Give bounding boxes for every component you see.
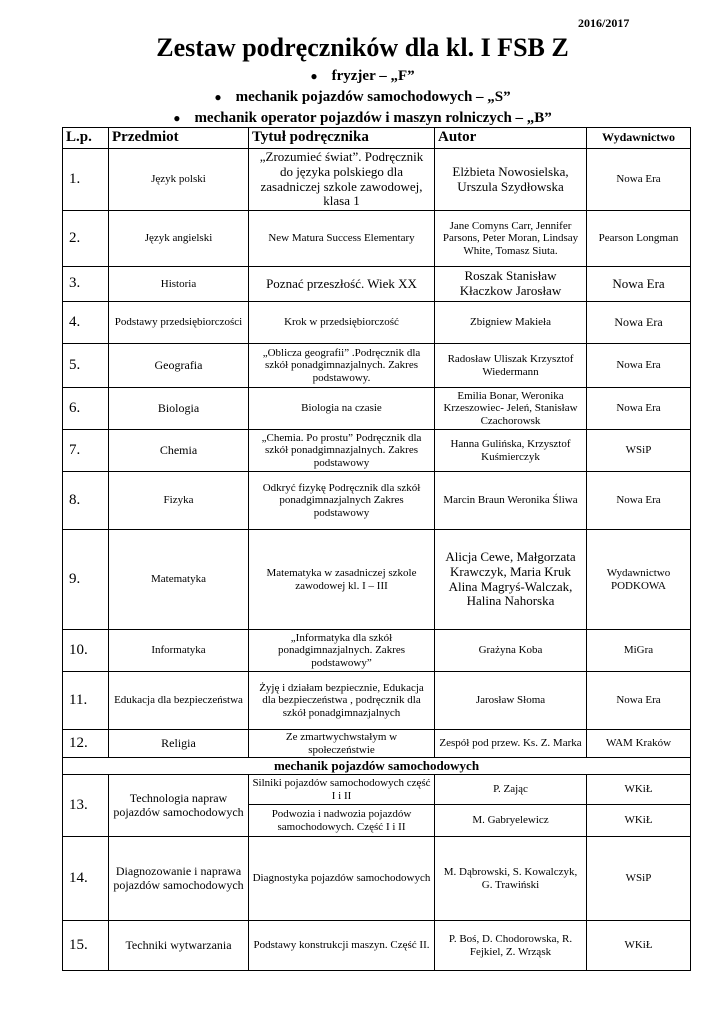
table-row [63, 630, 691, 672]
bullet-icon: ● [214, 90, 222, 104]
table-row [63, 672, 691, 730]
cell-publisher: WSiP [587, 837, 691, 921]
col-header-author: Autor [435, 128, 587, 149]
cell-lp: 4. [63, 302, 109, 344]
cell-author: Roszak Stanisław Kłaczkow Jarosław [435, 267, 587, 302]
table-row [63, 472, 691, 530]
cell-title: Silniki pojazdów samochodowych część I i II [249, 775, 435, 805]
cell-lp: 6. [63, 388, 109, 430]
cell-lp: 13. [63, 775, 109, 837]
cell-publisher: WKiŁ [587, 775, 691, 805]
cell-author: P. Zając [435, 775, 587, 805]
cell-publisher: Nowa Era [587, 388, 691, 430]
cell-title: Podstawy konstrukcji maszyn. Część II. [249, 921, 435, 971]
cell-subject: Edukacja dla bezpieczeństwa [109, 672, 249, 730]
cell-lp: 14. [63, 837, 109, 921]
section-title: mechanik pojazdów samochodowych [63, 758, 691, 775]
cell-publisher: Nowa Era [587, 472, 691, 530]
cell-title: Matematyka w zasadniczej szkole zawodowej kl. I – III [249, 530, 435, 630]
cell-publisher: WAM Kraków [587, 730, 691, 758]
profession-item [0, 108, 725, 129]
table-row [63, 730, 691, 758]
profession-item [0, 87, 725, 108]
cell-title: Żyję i działam bezpiecznie, Edukacja dla bezpieczeństwa , podręcznik dla szkół ponadgimnazjalnych [249, 672, 435, 730]
school-year: 2016/2017 [578, 16, 630, 30]
cell-title: „Informatyka dla szkół ponadgimnazjalnych. Zakres podstawowy” [249, 630, 435, 672]
cell-title: Diagnostyka pojazdów samochodowych [249, 837, 435, 921]
cell-publisher: MiGra [587, 630, 691, 672]
cell-author: M. Gabryelewicz [435, 805, 587, 837]
section-row [63, 758, 691, 775]
cell-lp: 7. [63, 430, 109, 472]
cell-author: Jane Comyns Carr, Jennifer Parsons, Peter Moran, Lindsay White, Tomasz Siuta. [435, 211, 587, 267]
cell-lp: 11. [63, 672, 109, 730]
cell-publisher: WSiP [587, 430, 691, 472]
profession-label: mechanik operator pojazdów i maszyn rolniczych – „B” [194, 110, 552, 126]
table-row [63, 921, 691, 971]
cell-author: Radosław Uliszak Krzysztof Wiedermann [435, 344, 587, 388]
cell-title: Podwozia i nadwozia pojazdów samochodowych. Część I i II [249, 805, 435, 837]
cell-subject: Język angielski [109, 211, 249, 267]
cell-author: Zbigniew Makieła [435, 302, 587, 344]
cell-lp: 15. [63, 921, 109, 971]
page-title: Zestaw podręczników dla kl. I FSB Z [156, 33, 569, 62]
col-header-publisher: Wydawnictwo [587, 128, 691, 149]
cell-author: Hanna Gulińska, Krzysztof Kuśmierczyk [435, 430, 587, 472]
table-row [63, 149, 691, 211]
col-header-subject: Przedmiot [109, 128, 249, 149]
table-row [63, 430, 691, 472]
cell-subject: Biologia [109, 388, 249, 430]
cell-title: Biologia na czasie [249, 388, 435, 430]
cell-title: Poznać przeszłość. Wiek XX [249, 267, 435, 302]
col-header-title: Tytuł podręcznika [249, 128, 435, 149]
cell-publisher: WKiŁ [587, 921, 691, 971]
cell-lp: 2. [63, 211, 109, 267]
cell-subject: Religia [109, 730, 249, 758]
cell-publisher: Pearson Longman [587, 211, 691, 267]
cell-subject: Technologia napraw pojazdów samochodowych [109, 775, 249, 837]
profession-label: mechanik pojazdów samochodowych – „S” [235, 89, 511, 105]
profession-item [0, 66, 725, 87]
cell-lp: 8. [63, 472, 109, 530]
cell-publisher: Nowa Era [587, 302, 691, 344]
cell-author: Emilia Bonar, Weronika Krzeszowiec- Jeleń, Stanisław Czachorowsk [435, 388, 587, 430]
col-header-lp: L.p. [63, 128, 109, 149]
table-row [63, 775, 691, 805]
cell-title: Ze zmartwychwstałym w społeczeństwie [249, 730, 435, 758]
cell-lp: 1. [63, 149, 109, 211]
profession-label: fryzjer – „F” [331, 68, 415, 84]
cell-subject: Techniki wytwarzania [109, 921, 249, 971]
cell-subject: Informatyka [109, 630, 249, 672]
cell-author: M. Dąbrowski, S. Kowalczyk, G. Trawiński [435, 837, 587, 921]
cell-subject: Matematyka [109, 530, 249, 630]
cell-subject: Język polski [109, 149, 249, 211]
cell-subject: Chemia [109, 430, 249, 472]
cell-author: Marcin Braun Weronika Śliwa [435, 472, 587, 530]
table-row [63, 388, 691, 430]
cell-title: Odkryć fizykę Podręcznik dla szkół ponadgimnazjalnych Zakres podstawowy [249, 472, 435, 530]
bullet-icon: ● [173, 111, 181, 125]
cell-publisher: Nowa Era [587, 267, 691, 302]
cell-subject: Geografia [109, 344, 249, 388]
cell-publisher: Nowa Era [587, 672, 691, 730]
cell-subject: Fizyka [109, 472, 249, 530]
table-header-row [63, 128, 691, 149]
cell-author: Zespół pod przew. Ks. Z. Marka [435, 730, 587, 758]
cell-lp: 3. [63, 267, 109, 302]
textbook-table [62, 127, 691, 971]
table-row [63, 267, 691, 302]
table-row [63, 344, 691, 388]
cell-title: „Oblicza geografii” .Podręcznik dla szkół ponadgimnazjalnych. Zakres podstawowy. [249, 344, 435, 388]
cell-subject: Podstawy przedsiębiorczości [109, 302, 249, 344]
cell-author: Alicja Cewe, Małgorzata Krawczyk, Maria Kruk Alina Magryś-Walczak, Halina Nahorska [435, 530, 587, 630]
cell-title: New Matura Success Elementary [249, 211, 435, 267]
cell-author: P. Boś, D. Chodorowska, R. Fejkiel, Z. Wrząsk [435, 921, 587, 971]
cell-author: Jarosław Słoma [435, 672, 587, 730]
cell-publisher: WKiŁ [587, 805, 691, 837]
bullet-icon: ● [310, 69, 318, 83]
cell-lp: 12. [63, 730, 109, 758]
cell-publisher: Nowa Era [587, 149, 691, 211]
cell-publisher: Nowa Era [587, 344, 691, 388]
profession-list [0, 66, 725, 129]
cell-lp: 5. [63, 344, 109, 388]
cell-subject: Diagnozowanie i naprawa pojazdów samochodowych [109, 837, 249, 921]
table-row [63, 302, 691, 344]
cell-title: Krok w przedsiębiorczość [249, 302, 435, 344]
cell-author: Elżbieta Nowosielska, Urszula Szydłowska [435, 149, 587, 211]
cell-title: „Chemia. Po prostu” Podręcznik dla szkół ponadgimnazjalnych. Zakres podstawowy [249, 430, 435, 472]
cell-publisher: Wydawnictwo PODKOWA [587, 530, 691, 630]
cell-subject: Historia [109, 267, 249, 302]
table-row [63, 530, 691, 630]
cell-author: Grażyna Koba [435, 630, 587, 672]
cell-lp: 10. [63, 630, 109, 672]
table-row [63, 837, 691, 921]
cell-title: „Zrozumieć świat”. Podręcznik do języka polskiego dla zasadniczej szkole zawodowej, klasa 1 [249, 149, 435, 211]
table-row [63, 211, 691, 267]
cell-lp: 9. [63, 530, 109, 630]
